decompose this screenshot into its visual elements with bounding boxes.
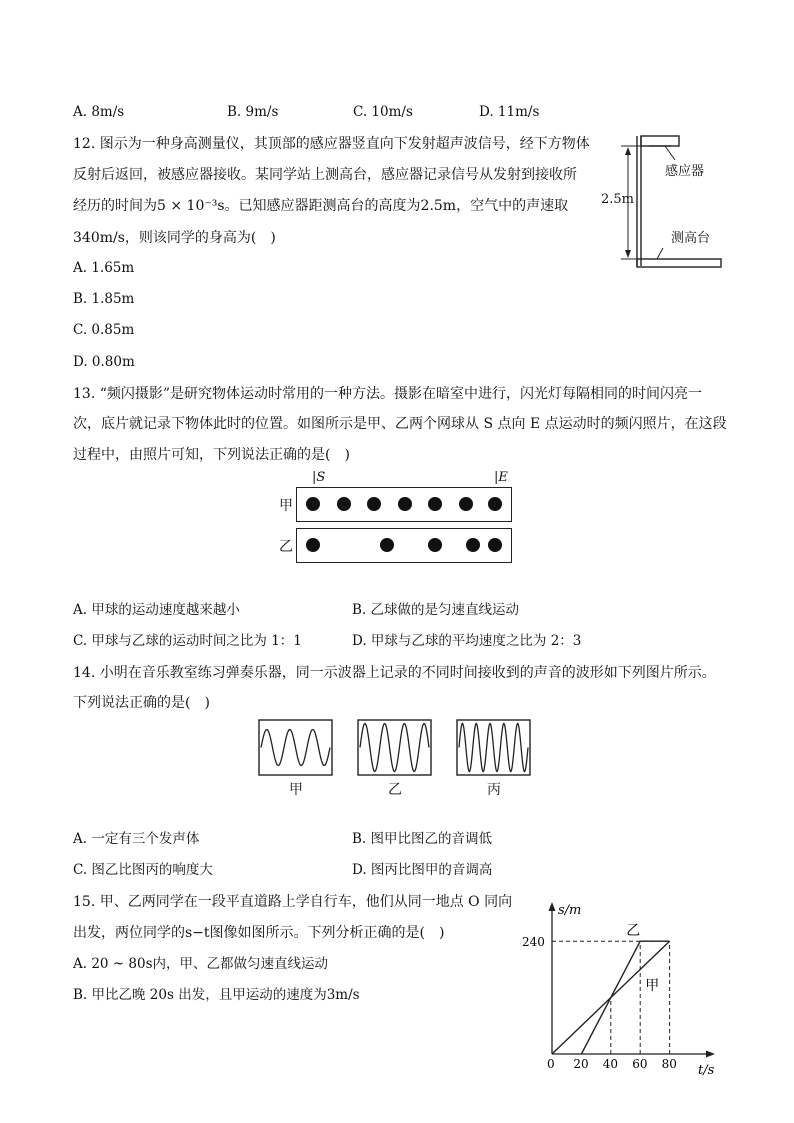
ball-jia-6 bbox=[459, 497, 473, 511]
height-label: 2.5m bbox=[601, 192, 635, 207]
sensor-label: 感应器 bbox=[665, 164, 705, 179]
x-axis-arrow bbox=[706, 1051, 715, 1058]
q15-option-a: A. 20 ~ 80s内，甲、乙都做匀速直线运动 bbox=[73, 956, 329, 972]
row-label-yi: 乙 bbox=[279, 539, 293, 555]
ball-yi-2 bbox=[380, 538, 394, 552]
series-line-yi bbox=[581, 941, 669, 1054]
series-label-yi: 乙 bbox=[626, 923, 641, 940]
q14-option-a: A. 一定有三个发声体 bbox=[73, 831, 200, 847]
q15-option-b: B. 甲比乙晚 20s 出发，且甲运动的速度为3m/s bbox=[73, 987, 360, 1003]
q13-stem-line3: 过程中，由照片可知，下列说法正确的是( ) bbox=[73, 447, 350, 463]
s-t-chart bbox=[515, 892, 730, 1082]
x-tick-80: 80 bbox=[661, 1057, 677, 1071]
ball-jia-7 bbox=[488, 497, 502, 511]
q11-option-d: D. 11m/s bbox=[479, 104, 540, 120]
q13-stem-line2: 次，底片就记录下物体此时的位置。如图所示是甲、乙两个网球从 S 点向 E 点运动时的频闪照片，在这段 bbox=[73, 416, 727, 432]
row-label-jia: 甲 bbox=[279, 498, 293, 514]
q13-option-d: D. 甲球与乙球的平均速度之比为 2：3 bbox=[352, 633, 582, 649]
q13-stem-line1: 13. “频闪摄影”是研究物体运动时常用的一种方法。摄影在暗室中进行，闪光灯每隔相同的时间闪亮一 bbox=[73, 386, 703, 402]
ball-jia-3 bbox=[367, 497, 381, 511]
q13-option-c: C. 甲球与乙球的运动时间之比为 1：1 bbox=[73, 633, 302, 649]
ball-jia-4 bbox=[398, 497, 412, 511]
ball-jia-2 bbox=[337, 497, 351, 511]
waveform-jia bbox=[258, 719, 334, 777]
ball-yi-4 bbox=[466, 538, 480, 552]
q14-stem-line1: 14. 小明在音乐教室练习弹奏乐器，同一示波器上记录的不同时间接收到的声音的波形如下列图片所示。 bbox=[73, 665, 716, 681]
y-axis-arrow bbox=[549, 902, 556, 911]
platform bbox=[637, 259, 721, 267]
ball-jia-1 bbox=[306, 497, 320, 511]
waveform-bing bbox=[456, 719, 532, 777]
ball-yi-1 bbox=[306, 538, 320, 552]
x-axis-label: t/s bbox=[698, 1063, 715, 1078]
q13-option-a: A. 甲球的运动速度越来越小 bbox=[73, 602, 240, 618]
q14-option-c: C. 图乙比图丙的响度大 bbox=[73, 862, 213, 878]
q12-option-a: A. 1.65m bbox=[73, 260, 135, 276]
q15-stem-line2: 出发，两位同学的s−t图像如图所示。下列分析正确的是( ) bbox=[73, 925, 445, 941]
q11-option-a: A. 8m/s bbox=[73, 104, 125, 120]
series-label-jia: 甲 bbox=[645, 978, 660, 995]
y-tick-240: 240 bbox=[522, 935, 545, 950]
q14-option-d: D. 图丙比图甲的音调高 bbox=[352, 862, 493, 878]
q12-stem-line4: 340m/s，则该同学的身高为( ) bbox=[73, 230, 276, 246]
start-label-s: |S bbox=[312, 470, 326, 485]
x-tick-40: 40 bbox=[602, 1057, 619, 1071]
q12-option-d: D. 0.80m bbox=[73, 354, 135, 370]
waveform-yi bbox=[357, 719, 433, 777]
q12-stem-line3: 经历的时间为5 × 10⁻³s。已知感应器距测高台的高度为2.5m，空气中的声速取 bbox=[73, 198, 569, 214]
waveform-label-bing: 丙 bbox=[487, 782, 501, 798]
q12-option-c: C. 0.85m bbox=[73, 322, 135, 338]
x-tick-60: 60 bbox=[632, 1057, 648, 1071]
ball-jia-5 bbox=[428, 497, 442, 511]
waveform-label-jia: 甲 bbox=[289, 782, 303, 798]
q11-option-b: B. 9m/s bbox=[227, 104, 279, 120]
q15-stem-line1: 15. 甲、乙两同学在一段平直道路上学自行车，他们从同一地点 O 同向 bbox=[73, 894, 513, 910]
x-tick-20: 20 bbox=[573, 1057, 589, 1071]
ball-yi-3 bbox=[428, 538, 442, 552]
platform-label: 测高台 bbox=[671, 231, 711, 246]
end-label-e: |E bbox=[494, 470, 508, 485]
q13-option-b: B. 乙球做的是匀速直线运动 bbox=[352, 602, 520, 618]
y-axis-label: s/m bbox=[558, 903, 582, 918]
q12-stem-line1: 12. 图示为一种身高测量仪，其顶部的感应器竖直向下发射超声波信号，经下方物体 bbox=[73, 136, 590, 152]
q12-option-b: B. 1.85m bbox=[73, 291, 135, 307]
q12-stem-line2: 反射后返回，被感应器接收。某同学站上测高台，感应器记录信号从发射到接收所 bbox=[73, 167, 577, 183]
ball-yi-5 bbox=[488, 538, 502, 552]
waveform-label-yi: 乙 bbox=[388, 782, 402, 798]
q14-stem-line2: 下列说法正确的是( ) bbox=[73, 695, 210, 711]
q11-option-c: C. 10m/s bbox=[353, 104, 413, 120]
sensor-head bbox=[641, 136, 679, 146]
origin-label: 0 bbox=[547, 1057, 555, 1071]
q14-option-b: B. 图甲比图乙的音调低 bbox=[352, 831, 493, 847]
